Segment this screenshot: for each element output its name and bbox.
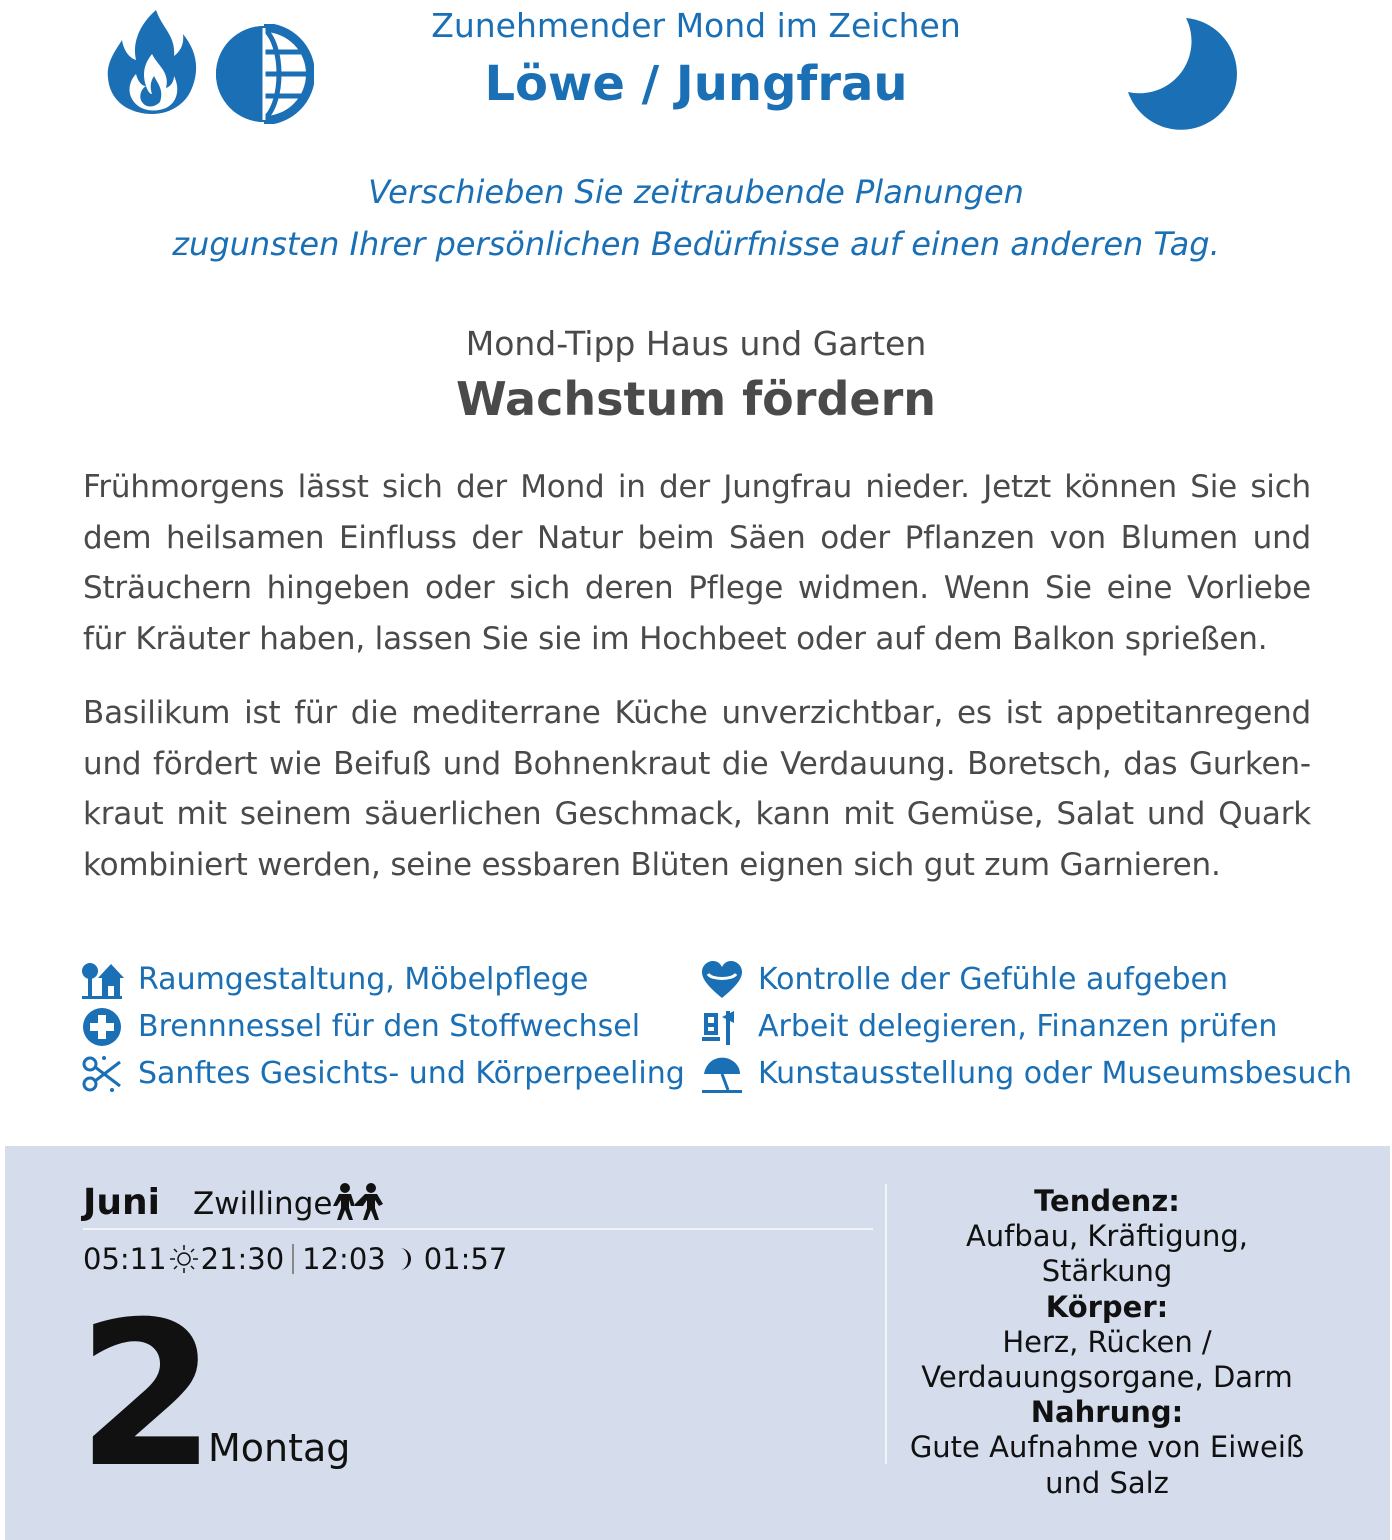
zodiac-sign-label: Zwillinge (193, 1186, 333, 1222)
divider-vertical (885, 1184, 887, 1464)
recommendation-item (80, 956, 685, 1003)
moon-phase-subtitle: Zunehmender Mond im Zeichen (431, 6, 961, 45)
recommendation-item (700, 956, 1352, 1003)
health-cross-icon (80, 1007, 124, 1047)
tip-paragraph-2: Basilikum ist für die mediterrane Küche unverzichtbar, es ist appetitanregend und fördert wie Beifuß und Bohnenkraut die Verdauung. Boretsch, das Gurkenkraut mit seinem säuerlichen Geschmack, kann mit Gemüse, Salat und Quark kombiniert werden, seine essbaren Blüten eignen sich gut zum Garnieren. (83, 695, 1311, 883)
day-number: 2 (77, 1279, 217, 1512)
recommendation-text: Brennnessel für den Stoffwechsel (138, 1009, 641, 1044)
tip-paragraph-1: Frühmorgens lässt sich der Mond in der Jungfrau nieder. Jetzt können Sie sich dem heilsamen Einfluss der Natur beim Säen oder Pflanzen von Blumen und Sträuchern hingeben oder sich deren Pflege widmen. Wenn Sie eine Vorliebe für Kräuter haben, lassen Sie sie im Hochbeet oder auf dem Balkon sprießen. (83, 469, 1311, 657)
moonrise-time: 12:03 (302, 1242, 386, 1276)
recommendation-item (700, 1050, 1352, 1097)
tip-category: Mond-Tipp Haus und Garten (465, 324, 927, 363)
times-separator (292, 1244, 294, 1274)
body-label: Körper: (1045, 1289, 1169, 1324)
motto-line-1: Verschieben Sie zeitraubende Planungen (368, 173, 1024, 211)
daily-motto (0, 166, 1392, 270)
scissors-icon (80, 1054, 124, 1094)
tendency-label: Tendenz: (1034, 1184, 1180, 1218)
weekday-label: Montag (208, 1426, 351, 1470)
recommendations-right (700, 956, 1352, 1097)
zodiac-title: Löwe / Jungfrau (484, 56, 908, 112)
house-tree-icon (80, 960, 124, 1000)
gemini-twins-icon (331, 1182, 387, 1222)
moon-icon (392, 1244, 420, 1274)
divider-horizontal (83, 1228, 873, 1230)
recommendation-text: Raumgestaltung, Möbelpflege (138, 962, 589, 997)
motto-line-2: zugunsten Ihrer persönlichen Bedürfnisse auf einen anderen Tag. (172, 225, 1220, 263)
heart-icon (700, 960, 744, 1000)
body-value-line-2: Verdauungsorgane, Darm (921, 1360, 1293, 1395)
nutrition-label: Nahrung: (1030, 1395, 1184, 1430)
recommendation-text: Kunstausstellung oder Museumsbesuch (758, 1056, 1352, 1091)
tendency-value: Aufbau, Kräftigung, Stärkung (965, 1219, 1249, 1289)
nutrition-value-line-1: Gute Aufnahme von Eiweiß (909, 1430, 1305, 1465)
sun-icon (167, 1244, 201, 1274)
nutrition-value-line-2: und Salz (1045, 1465, 1169, 1500)
sunrise-time: 05:11 (83, 1242, 167, 1276)
month-label: Juni (83, 1182, 160, 1223)
recommendation-text: Sanftes Gesichts- und Körperpeeling (138, 1056, 685, 1091)
calendar-footer (5, 1146, 1390, 1540)
tendency-panel (907, 1184, 1307, 1501)
recommendation-text: Arbeit delegieren, Finanzen prüfen (758, 1009, 1278, 1044)
recommendations-left (80, 956, 685, 1097)
recommendation-item (80, 1050, 685, 1097)
recommendation-item (700, 1003, 1352, 1050)
recommendation-text: Kontrolle der Gefühle aufgeben (758, 962, 1228, 997)
sunset-time: 21:30 (200, 1242, 285, 1276)
umbrella-icon (700, 1054, 744, 1094)
body-value-line-1: Herz, Rücken / (1002, 1324, 1212, 1359)
sun-moon-times (83, 1242, 507, 1276)
work-icon (700, 1007, 744, 1047)
moonset-time: 01:57 (423, 1242, 508, 1276)
tip-title: Wachstum fördern (455, 372, 937, 426)
recommendation-item (80, 1003, 685, 1050)
